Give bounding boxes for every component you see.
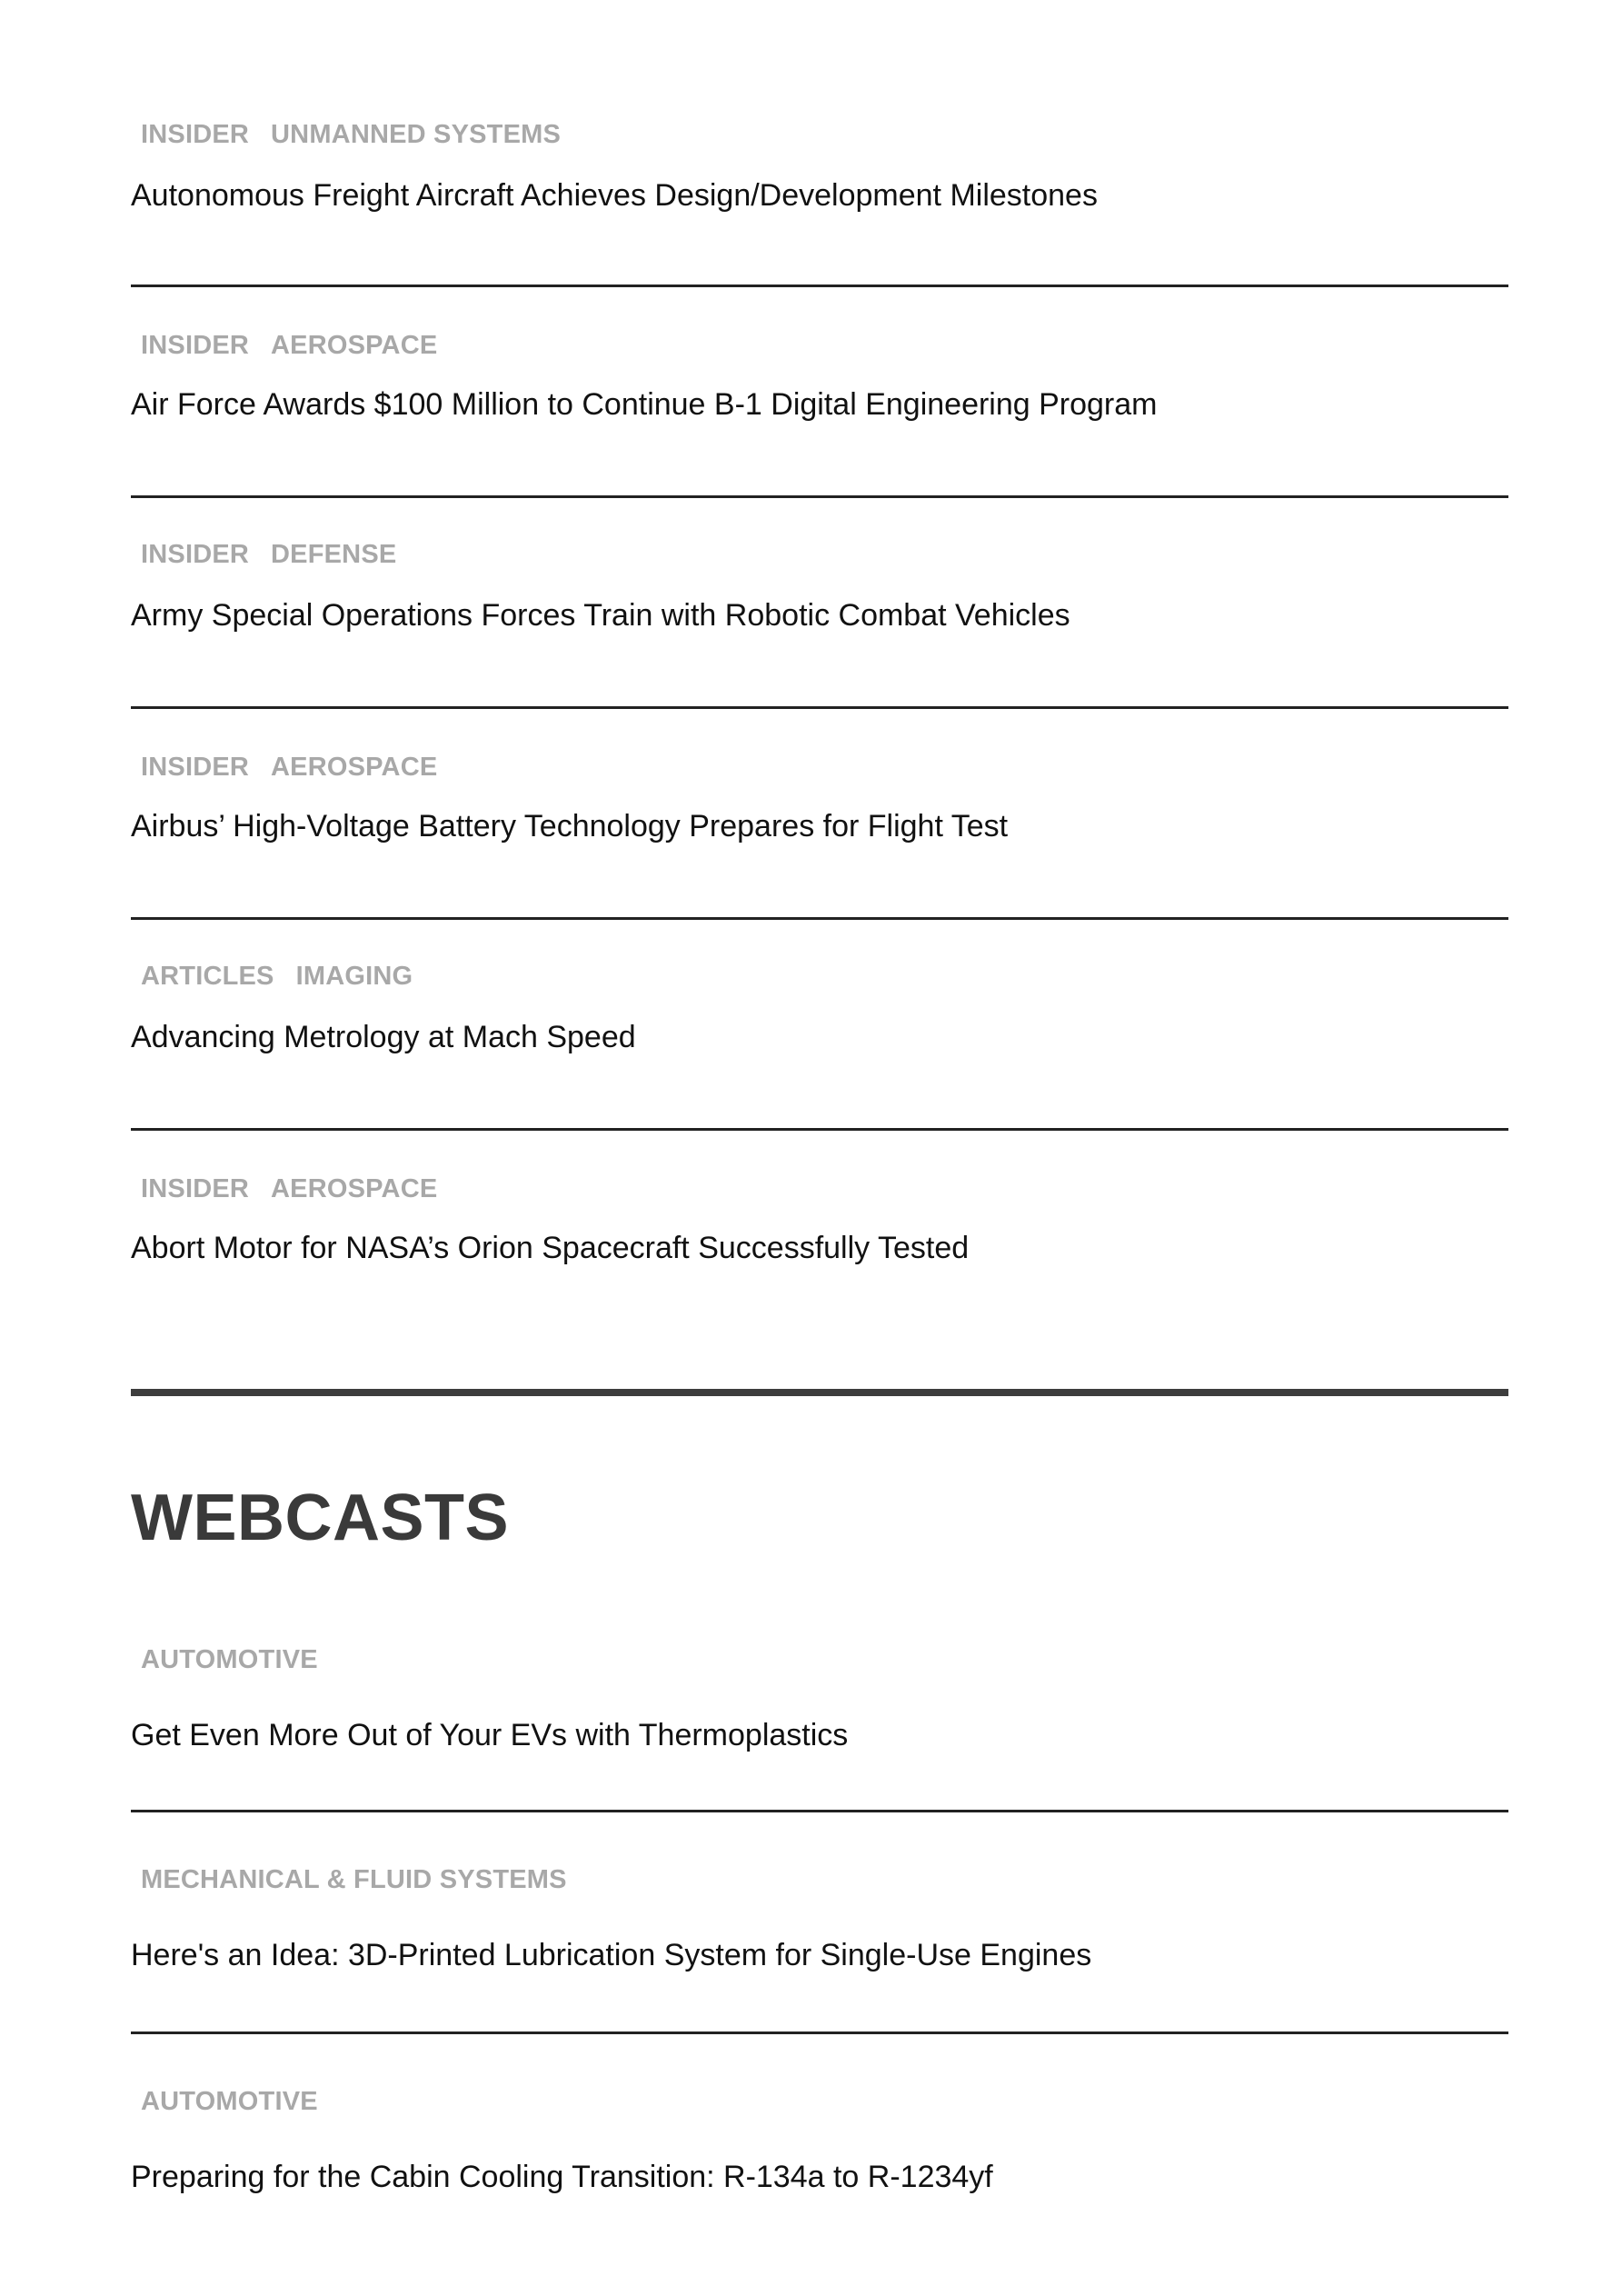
tag-link[interactable]: INSIDER	[141, 540, 250, 569]
article-title-link[interactable]: Airbus’ High-Voltage Battery Technology Prepares for Flight Test	[131, 809, 1009, 844]
list-item	[131, 287, 1508, 498]
article-title-link[interactable]: Advancing Metrology at Mach Speed	[131, 1020, 636, 1054]
article-title-link[interactable]: Army Special Operations Forces Train with Robotic Combat Vehicles	[131, 598, 1070, 633]
tag-link[interactable]: AEROSPACE	[271, 331, 438, 360]
webcast-title-link[interactable]: Here's an Idea: 3D-Printed Lubrication System for Single-Use Engines	[131, 1938, 1092, 1972]
tag-link[interactable]: AUTOMOTIVE	[141, 1645, 318, 1674]
tag-link[interactable]: MECHANICAL & FLUID SYSTEMS	[141, 1865, 567, 1894]
list-item	[131, 1131, 1508, 1389]
tag-link[interactable]: IMAGING	[295, 962, 413, 991]
tag-link[interactable]: INSIDER	[141, 331, 250, 360]
list-item	[131, 498, 1508, 709]
tag-list	[141, 122, 561, 148]
tag-list	[141, 1867, 567, 1893]
list-item	[131, 709, 1508, 920]
tag-list	[141, 754, 437, 781]
tag-link[interactable]: AUTOMOTIVE	[141, 2087, 318, 2116]
webcast-list	[131, 1596, 1508, 2252]
tag-list	[141, 333, 437, 359]
list-item	[131, 1596, 1508, 1812]
tag-link[interactable]: AEROSPACE	[271, 753, 438, 782]
webcast-title-link[interactable]: Get Even More Out of Your EVs with Thermoplastics	[131, 1718, 849, 1752]
tag-link[interactable]: INSIDER	[141, 120, 250, 149]
list-item	[131, 1812, 1508, 2034]
tag-list	[141, 1647, 318, 1673]
section-divider	[131, 1389, 1508, 1396]
tag-link[interactable]: INSIDER	[141, 1174, 250, 1203]
tag-list	[141, 1176, 437, 1203]
tag-link[interactable]: DEFENSE	[271, 540, 397, 569]
article-title-link[interactable]: Air Force Awards $100 Million to Continue B-1 Digital Engineering Program	[131, 387, 1158, 422]
list-item	[131, 920, 1508, 1131]
article-list	[131, 0, 1508, 1389]
webcasts-section-header	[131, 1396, 1508, 1596]
tag-link[interactable]: ARTICLES	[141, 962, 274, 991]
list-item	[131, 0, 1508, 287]
article-title-link[interactable]: Autonomous Freight Aircraft Achieves Design/Development Milestones	[131, 178, 1098, 213]
tag-link[interactable]: INSIDER	[141, 753, 250, 782]
tag-list	[141, 2089, 318, 2115]
page-content	[131, 0, 1508, 2252]
tag-list	[141, 542, 396, 568]
section-title: WEBCASTS	[131, 1482, 509, 1554]
article-title-link[interactable]: Abort Motor for NASA’s Orion Spacecraft Successfully Tested	[131, 1231, 970, 1265]
list-item	[131, 2034, 1508, 2252]
tag-list	[141, 963, 413, 990]
tag-link[interactable]: UNMANNED SYSTEMS	[271, 120, 562, 149]
webcast-title-link[interactable]: Preparing for the Cabin Cooling Transition: R-134a to R-1234yf	[131, 2160, 993, 2194]
tag-link[interactable]: AEROSPACE	[271, 1174, 438, 1203]
